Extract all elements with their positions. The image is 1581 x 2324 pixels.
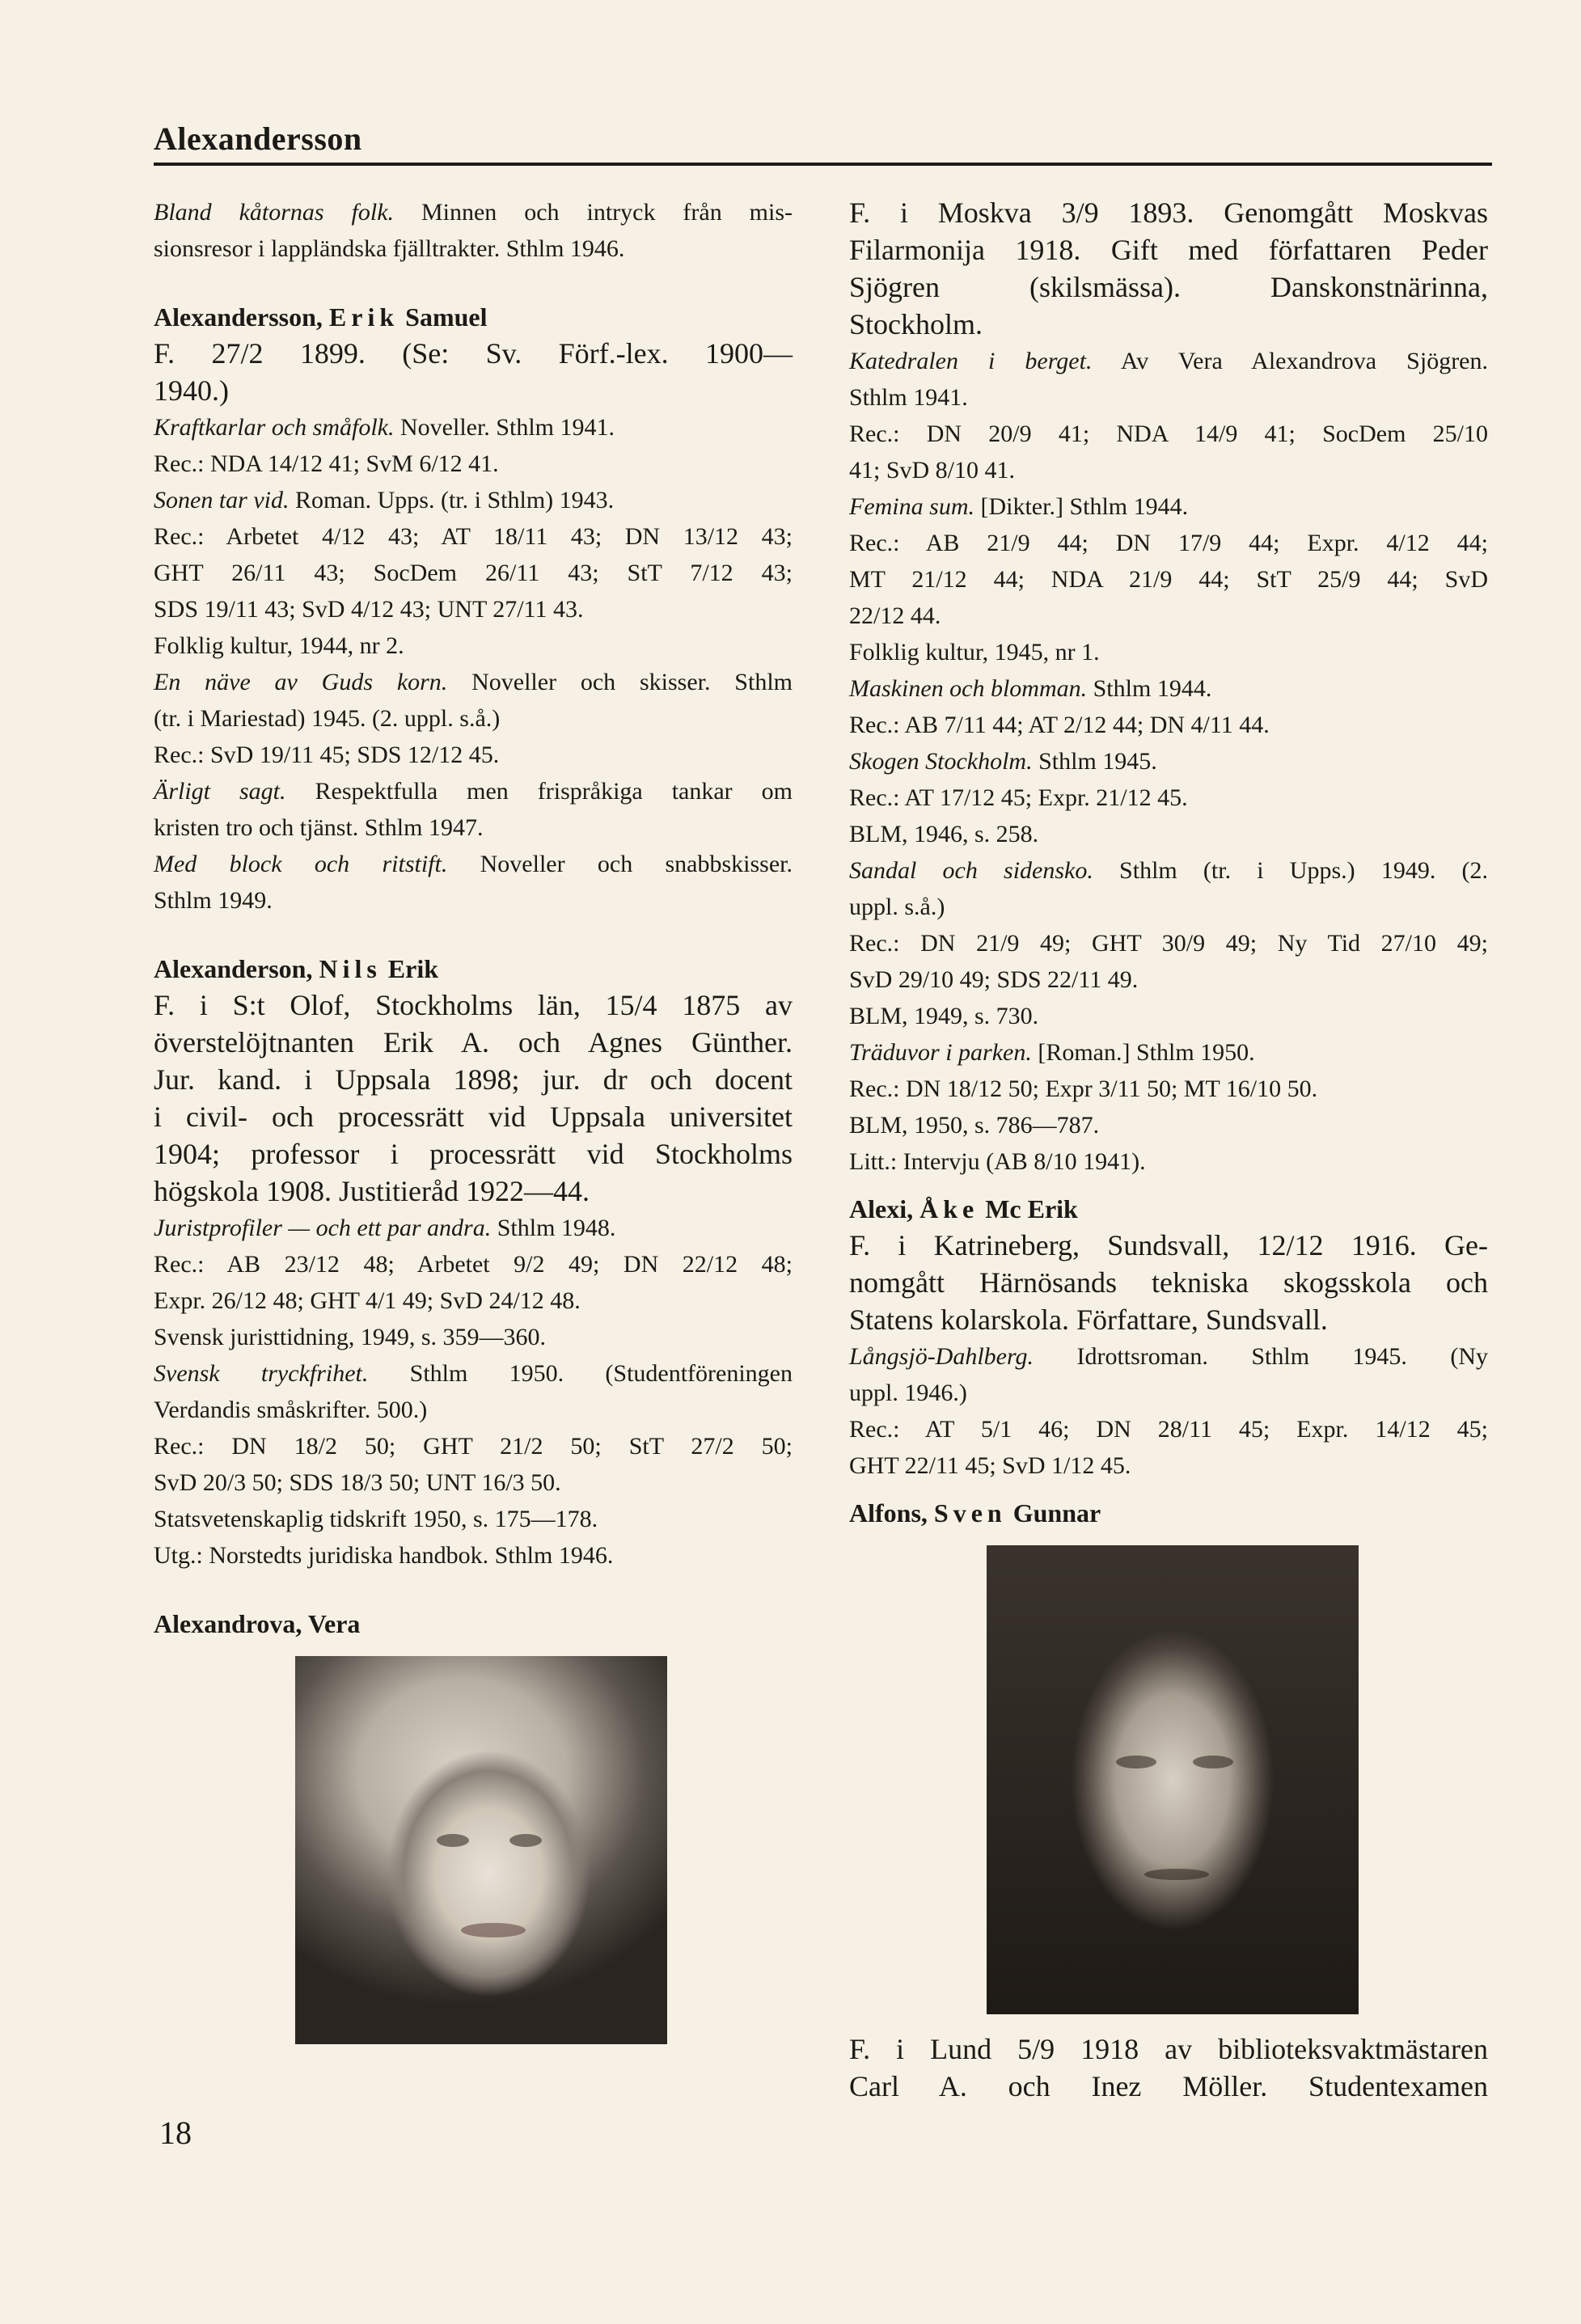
work-line: Juristprofiler — och ett par andra. Sthlm 1948. [154, 1215, 616, 1241]
work-line: Rec.: DN 21/9 49; GHT 30/9 49; Ny Tid 27/10 49; [849, 930, 1488, 957]
bio-line: högskola 1908. Justitieråd 1922—44. [154, 1175, 590, 1207]
page-number: 18 [159, 2115, 192, 2151]
work-line: Rec.: DN 18/12 50; Expr 3/11 50; MT 16/10 50. [849, 1075, 1318, 1102]
work-line: Sandal och sidensko. Sthlm (tr. i Upps.) 1949. (2. [849, 857, 1489, 884]
work-line: 41; SvD 8/10 41. [849, 457, 1016, 484]
bio-line: 1940.) [154, 374, 229, 407]
portrait-photo-sven [987, 1545, 1359, 2014]
work-line: Folklig kultur, 1945, nr 1. [849, 639, 1100, 666]
bio-line: 1904; professor i processrätt vid Stockholms [154, 1138, 793, 1170]
work-line: Rec.: AT 17/12 45; Expr. 21/12 45. [849, 784, 1188, 811]
right-column [849, 194, 1488, 2105]
work-line: GHT 22/11 45; SvD 1/12 45. [849, 1452, 1131, 1479]
bio-line: F. i Lund 5/9 1918 av biblioteksvaktmästaren [849, 2033, 1488, 2065]
work-line: (tr. i Mariestad) 1945. (2. uppl. s.å.) [154, 705, 501, 732]
work-line: Rec.: AT 5/1 46; DN 28/11 45; Expr. 14/12 45; [849, 1416, 1488, 1443]
work-line: Femina sum. [Dikter.] Sthlm 1944. [849, 493, 1189, 520]
running-head: Alexandersson [154, 120, 362, 157]
work-line: BLM, 1946, s. 258. [849, 821, 1039, 847]
bio-line: överstelöjtnanten Erik A. och Agnes Günther. [154, 1026, 793, 1058]
work-line: Rec.: Arbetet 4/12 43; AT 18/11 43; DN 13/12 43; [154, 523, 793, 550]
work-line: Långsjö-Dahlberg. Idrottsroman. Sthlm 1945. (Ny [849, 1343, 1488, 1370]
entry-heading-ake: Alexi, Åke Mc Erik [849, 1194, 1078, 1223]
work-line: Sthlm 1941. [849, 384, 968, 411]
work-line: Träduvor i parken. [Roman.] Sthlm 1950. [849, 1039, 1255, 1066]
work-line: uppl. 1946.) [849, 1380, 967, 1406]
intro-line-2: sionsresor i lappländska fjälltrakter. Sthlm 1946. [154, 235, 625, 262]
bio-line: i civil- och processrätt vid Uppsala universitet [154, 1101, 793, 1133]
bio-line: Jur. kand. i Uppsala 1898; jur. dr och docent [154, 1063, 793, 1096]
entry-heading-sven: Alfons, Sven Gunnar [849, 1498, 1101, 1528]
work-line: GHT 26/11 43; SocDem 26/11 43; StT 7/12 43; [154, 560, 793, 586]
portrait-photo-vera [295, 1656, 667, 2044]
bio-line: F. i Moskva 3/9 1893. Genomgått Moskvas [849, 196, 1488, 229]
work-line: Rec.: AB 21/9 44; DN 17/9 44; Expr. 4/12 44; [849, 530, 1488, 556]
bio-line: F. i Katrineberg, Sundsvall, 12/12 1916. Ge- [849, 1229, 1488, 1261]
entry-heading-nils: Alexanderson, Nils Erik [154, 954, 439, 983]
bio-line: Statens kolarskola. Författare, Sundsvall. [849, 1304, 1328, 1336]
work-line: Statsvetenskaplig tidskrift 1950, s. 175—178. [154, 1506, 598, 1532]
bio-line: Sjögren (skilsmässa). Danskonstnärinna, [849, 271, 1488, 303]
work-line: uppl. s.å.) [849, 894, 945, 920]
work-line: Rec.: AB 23/12 48; Arbetet 9/2 49; DN 22/12 48; [154, 1251, 793, 1278]
intro-line-1: Bland kåtornas folk. Minnen och intryck från mis- [154, 199, 793, 226]
work-line: SvD 20/3 50; SDS 18/3 50; UNT 16/3 50. [154, 1469, 561, 1496]
page-header [154, 120, 1492, 166]
work-line: SDS 19/11 43; SvD 4/12 43; UNT 27/11 43. [154, 596, 584, 623]
work-line: Sonen tar vid. Roman. Upps. (tr. i Sthlm) 1943. [154, 487, 615, 513]
work-line: Skogen Stockholm. Sthlm 1945. [849, 748, 1157, 775]
work-line: Verdandis småskrifter. 500.) [154, 1397, 428, 1423]
work-line: BLM, 1950, s. 786—787. [849, 1112, 1100, 1139]
work-line: Rec.: DN 18/2 50; GHT 21/2 50; StT 27/2 50; [154, 1433, 793, 1460]
bio-line: Carl A. och Inez Möller. Studentexamen [849, 2070, 1488, 2102]
work-line: Svensk tryckfrihet. Sthlm 1950. (Studentföreningen [154, 1360, 793, 1387]
work-line: kristen tro och tjänst. Sthlm 1947. [154, 814, 484, 841]
bio-line: F. 27/2 1899. (Se: Sv. Förf.-lex. 1900— [154, 337, 793, 370]
bio-line: Filarmonija 1918. Gift med författaren Peder [849, 234, 1488, 266]
work-line: Maskinen och blomman. Sthlm 1944. [849, 675, 1212, 702]
work-line: Rec.: SvD 19/11 45; SDS 12/12 45. [154, 742, 500, 768]
bio-line: nomgått Härnösands tekniska skogsskola och [849, 1266, 1488, 1299]
work-line: Sthlm 1949. [154, 887, 273, 914]
work-line: 22/12 44. [849, 602, 941, 629]
work-line: Kraftkarlar och småfolk. Noveller. Sthlm 1941. [154, 414, 615, 441]
left-column [154, 194, 793, 2044]
work-line: Rec.: DN 20/9 41; NDA 14/9 41; SocDem 25/10 [849, 420, 1488, 447]
work-line: Folklig kultur, 1944, nr 2. [154, 632, 404, 659]
work-line: Svensk juristtidning, 1949, s. 359—360. [154, 1324, 547, 1350]
work-line: Katedralen i berget. Av Vera Alexandrova Sjögren. [849, 348, 1488, 374]
bio-line: Stockholm. [849, 308, 983, 340]
entry-heading-erik: Alexandersson, Erik Samuel [154, 302, 488, 332]
work-line: SvD 29/10 49; SDS 22/11 49. [849, 966, 1139, 993]
work-line: Litt.: Intervju (AB 8/10 1941). [849, 1148, 1146, 1175]
work-line: En näve av Guds korn. Noveller och skisser. Sthlm [154, 669, 793, 695]
work-line: Ärligt sagt. Respektfulla men frispråkiga tankar om [154, 778, 793, 805]
work-line: Utg.: Norstedts juridiska handbok. Sthlm 1946. [154, 1542, 614, 1569]
work-line: Rec.: NDA 14/12 41; SvM 6/12 41. [154, 450, 499, 477]
work-line: Med block och ritstift. Noveller och snabbskisser. [154, 851, 793, 877]
entry-heading-vera: Alexandrova, Vera [154, 1609, 361, 1638]
work-line: Expr. 26/12 48; GHT 4/1 49; SvD 24/12 48. [154, 1287, 581, 1314]
work-line: MT 21/12 44; NDA 21/9 44; StT 25/9 44; SvD [849, 566, 1488, 593]
work-line: Rec.: AB 7/11 44; AT 2/12 44; DN 4/11 44. [849, 712, 1270, 738]
work-line: BLM, 1949, s. 730. [849, 1003, 1039, 1029]
bio-line: F. i S:t Olof, Stockholms län, 15/4 1875 av [154, 989, 793, 1021]
